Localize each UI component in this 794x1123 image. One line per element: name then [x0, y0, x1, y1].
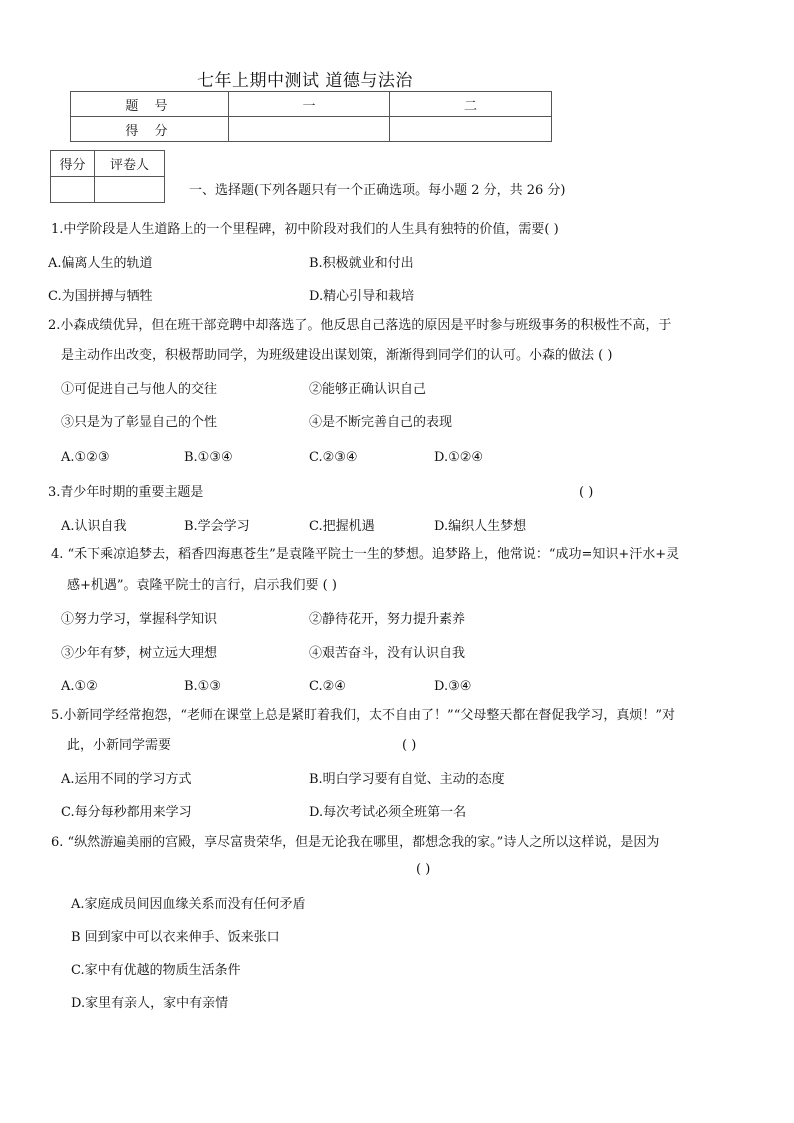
grader-header-row — [51, 151, 165, 177]
question-4-statement-4: ④艰苦奋斗，没有认识自我 — [309, 646, 466, 661]
grader-name-cell — [95, 177, 165, 203]
question-5-stem-line-1: 5.小新同学经常抱怨，“老师在课堂上总是紧盯着我们，太不自由了！”“父母整天都在督促我学习，真烦！”对 — [51, 708, 675, 723]
question-2-stem-line-2: 是主动作出改变，积极帮助同学，为班级建设出谋划策，渐渐得到同学们的认可。小森的做法 ( ) — [61, 348, 613, 363]
question-3-option-c: C.把握机遇 — [309, 519, 375, 534]
exam-title: 七年上期中测试 道德与法治 — [197, 71, 413, 91]
question-1-stem: 1.中学阶段是人生道路上的一个里程碑，初中阶段对我们的人生具有独特的价值，需要( ) — [51, 222, 559, 237]
question-5-answer-bracket: ( ) — [402, 738, 417, 753]
question-3-answer-bracket: ( ) — [579, 485, 594, 500]
score-label: 得 分 — [71, 117, 229, 142]
question-1-option-a: A.偏离人生的轨道 — [48, 256, 153, 271]
grader-score-label: 得分 — [51, 151, 95, 177]
question-5-option-c: C.每分每秒都用来学习 — [61, 805, 192, 820]
question-1-option-c: C.为国拼搏与牺牲 — [48, 289, 153, 304]
question-2-statement-2: ②能够正确认识自己 — [309, 382, 427, 397]
question-1-option-d: D.精心引导和栽培 — [309, 289, 415, 304]
question-2-option-c: C.②③④ — [309, 450, 358, 465]
grader-score-cell — [51, 177, 95, 203]
question-6-answer-bracket: ( ) — [416, 862, 431, 877]
score-table — [70, 91, 552, 142]
question-6-option-a: A.家庭成员间因血缘关系而没有任何矛盾 — [71, 897, 306, 912]
question-4-stem-line-1: 4. “禾下乘凉追梦去，稻香四海惠苍生”是袁隆平院士一生的梦想。追梦路上，他常说：“成功=知识+汗水+灵 — [51, 547, 680, 562]
question-2-statement-1: ①可促进自己与他人的交往 — [61, 382, 218, 397]
section-two-score-cell — [390, 117, 552, 142]
question-5-option-d: D.每次考试必须全班第一名 — [309, 805, 467, 820]
question-2-option-a: A.①②③ — [61, 450, 110, 465]
question-2-statement-3: ③只是为了彰显自己的个性 — [61, 415, 218, 430]
question-4-option-d: D.③④ — [434, 679, 472, 694]
question-6-stem: 6. “纵然游遍美丽的宫殿，享尽富贵荣华，但是无论我在哪里，都想念我的家。”诗人之所以这样说，是因为 — [51, 835, 660, 850]
question-4-option-a: A.①② — [61, 679, 98, 694]
question-6-option-c: C.家中有优越的物质生活条件 — [71, 963, 241, 978]
grader-name-label: 评卷人 — [95, 151, 165, 177]
section-two-header: 二 — [390, 92, 552, 117]
question-4-statement-3: ③少年有梦，树立远大理想 — [61, 646, 218, 661]
section-heading: 一、选择题(下列各题只有一个正确选项。每小题 2 分，共 26 分) — [189, 183, 566, 198]
question-2-statement-4: ④是不断完善自己的表现 — [309, 415, 453, 430]
question-6-option-b: B 回到家中可以衣来伸手、饭来张口 — [71, 930, 280, 945]
question-number-label: 题 号 — [71, 92, 229, 117]
question-3-option-d: D.编织人生梦想 — [434, 519, 527, 534]
grader-entry-row — [51, 177, 165, 203]
question-4-option-b: B.①③ — [184, 679, 221, 694]
question-4-stem-line-2: 感+机遇”。袁隆平院士的言行，启示我们要 ( ) — [67, 578, 337, 593]
question-2-option-b: B.①③④ — [184, 450, 233, 465]
question-2-option-d: D.①②④ — [434, 450, 484, 465]
question-5-stem-line-2: 此，小新同学需要 — [67, 738, 172, 753]
question-5-option-a: A.运用不同的学习方式 — [61, 772, 192, 787]
question-2-stem-line-1: 2.小森成绩优异，但在班干部竞聘中却落选了。他反思自己落选的原因是平时参与班级事务的积极性不高，于 — [48, 318, 672, 333]
grader-box — [50, 150, 165, 203]
question-3-option-a: A.认识自我 — [61, 519, 127, 534]
section-one-score-cell — [229, 117, 390, 142]
question-1-option-b: B.积极就业和付出 — [309, 256, 414, 271]
section-one-header: 一 — [229, 92, 390, 117]
question-4-statement-1: ①努力学习，掌握科学知识 — [61, 612, 218, 627]
question-4-statement-2: ②静待花开，努力提升素养 — [309, 612, 466, 627]
question-5-option-b: B.明白学习要有自觉、主动的态度 — [309, 772, 505, 787]
question-6-option-d: D.家里有亲人，家中有亲情 — [71, 996, 229, 1011]
question-3-option-b: B.学会学习 — [184, 519, 250, 534]
score-table-header-row — [71, 92, 552, 117]
score-table-score-row — [71, 117, 552, 142]
question-3-stem: 3.青少年时期的重要主题是 — [48, 485, 204, 500]
question-4-option-c: C.②④ — [309, 679, 346, 694]
